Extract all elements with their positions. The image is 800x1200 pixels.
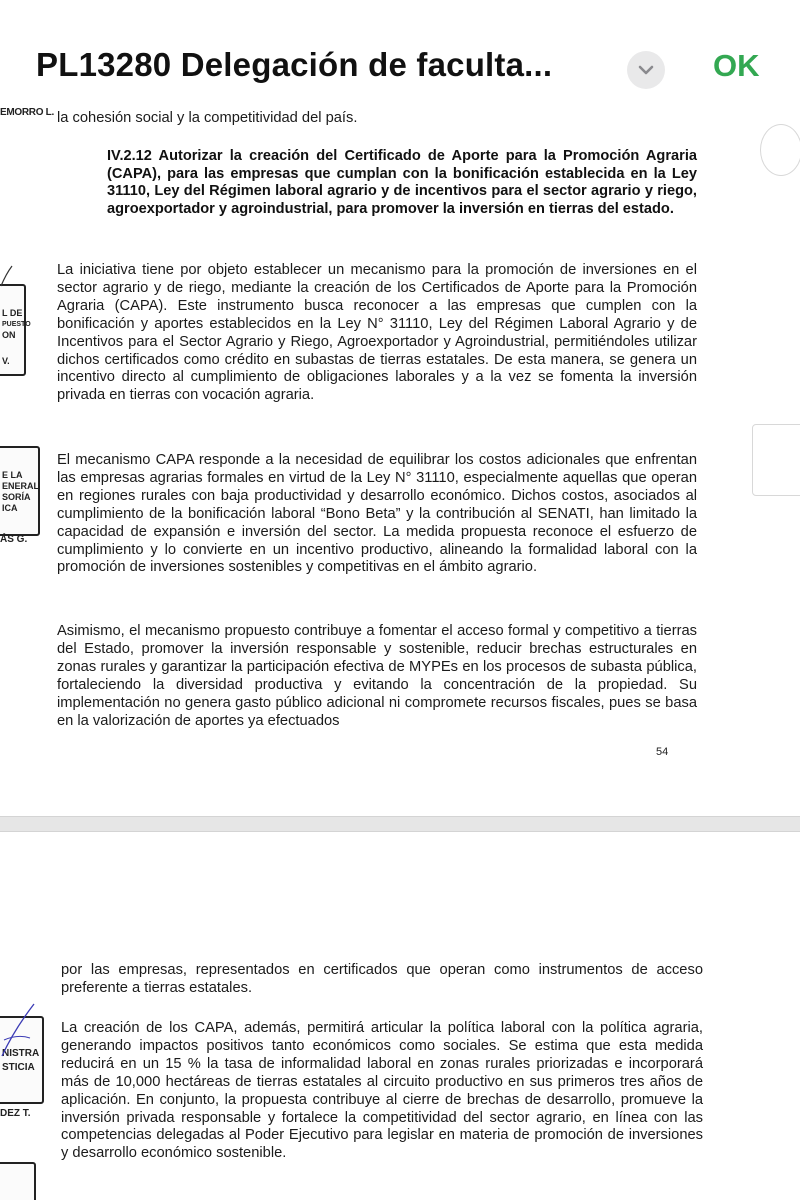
document-title[interactable]: PL13280 Delegación de faculta...: [36, 46, 553, 83]
document-header: [0, 0, 800, 110]
margin-stamp: E LA ENERAL SORÍA ICA: [0, 446, 40, 536]
margin-stamp: L DE PUESTO ON V.: [0, 284, 26, 376]
faded-stamp: [752, 424, 800, 496]
paragraph-continuation: por las empresas, representados en certificados que operan como instrumentos de acceso preferente a tierras estatales.: [61, 962, 703, 996]
paragraph-1: La iniciativa tiene por objeto establecer un mecanismo para la promoción de inversiones en el sector agrario y de riego, mediante la creación de los Certificados de Aporte para la Promoción Agraria (CAPA). Este instrumento busca reconocer a las empresas que cumplen con la bonificación y aportes establecidos en la Ley N° 31110, Ley del Régimen Laboral Agrario y de Incentivos para el Sector Agrario y Riego, Agroexportador y Agroindustrial, permitiéndoles utilizar dichos certificados como crédito en subastas de tierras estatales. De esta manera, se genera un incentivo directo al cumplimiento de obligaciones laborales y a la vez se fomenta la inversión privada en tierras con vocación agraria.: [57, 262, 697, 404]
title-menu-button[interactable]: [627, 51, 665, 89]
page-separator: [0, 816, 800, 832]
paragraph-4: La creación de los CAPA, además, permitirá articular la política laboral con la política agraria, generando impactos positivos tanto económicos como sociales. Se estima que esta medida reducirá en un 15 % la tasa de informalidad laboral en zonas rurales priorizadas e incorporará más de 10,000 hectáreas de tierras estatales al circuito productivo en sus primeros tres años de aplicación. En conjunto, la propuesta contribuye al cierre de brechas de desarrollo, promueve la inversión privada responsable y fortalece la competitividad del sector agrario, en línea con las competencias delegadas al Poder Ejecutivo para legislar en materia de promoción de inversiones y desarrollo económico sostenible.: [61, 1020, 703, 1162]
margin-cutoff-text: EMORRO L.: [0, 107, 54, 118]
continuation-line: la cohesión social y la competitividad del país.: [57, 110, 358, 126]
signature-mark: [0, 264, 14, 288]
paragraph-3: Asimismo, el mecanismo propuesto contribuye a fomentar el acceso formal y competitivo a tierras del Estado, promover la inversión responsable y sostenible, reducir brechas estructurales en zonas rurales y garantizar la participación efectiva de MYPEs en los procesos de subasta pública, fortaleciendo la diversidad productiva y evitando la concentración de la propiedad. Su implementación no genera gasto público adicional ni compromete recursos fiscales, pues se basa en la valorización de aportes ya efectuados: [57, 623, 697, 729]
ok-button[interactable]: OK: [713, 48, 760, 83]
section-heading: IV.2.12 Autorizar la creación del Certificado de Aporte para la Promoción Agraria (CAPA), para las empresas que cumplan con la bonificación establecida en la Ley 31110, Ley del Régimen laboral agrario y de incentivos para el sector agrario y riego, agroexportador y agroindustrial, para promover la inversión en tierras del estado.: [107, 148, 697, 217]
faded-stamp: [760, 124, 800, 176]
stamp-signature-name: DEZ T.: [0, 1108, 31, 1119]
document-page-54: [0, 104, 800, 816]
signature-mark: [0, 1000, 40, 1060]
document-page-55: [0, 832, 800, 1200]
margin-stamp: [0, 1162, 36, 1200]
paragraph-2: El mecanismo CAPA responde a la necesidad de equilibrar los costos adicionales que enfrentan las empresas agrarias formales en virtud de la Ley N° 31110, especialmente aquellas que operan en regiones rurales con baja productividad y desarrollo económico. Dichos costos, asociados al cumplimiento de la bonificación laboral “Bono Beta” y la contribución al SENATI, han limitado la capacidad de expansión e inversión del sector. La medida propuesta reconoce el esfuerzo de cumplimiento y lo convierte en un incentivo productivo, alineando la formalidad laboral con la promoción de inversiones sostenibles y competitivas en el ámbito agrario.: [57, 452, 697, 576]
page-number: 54: [656, 746, 669, 758]
margin-stamp: NISTRA STICIA: [0, 1016, 44, 1104]
stamp-signature-name: ÁS G.: [0, 534, 28, 545]
chevron-down-icon: [637, 64, 655, 76]
